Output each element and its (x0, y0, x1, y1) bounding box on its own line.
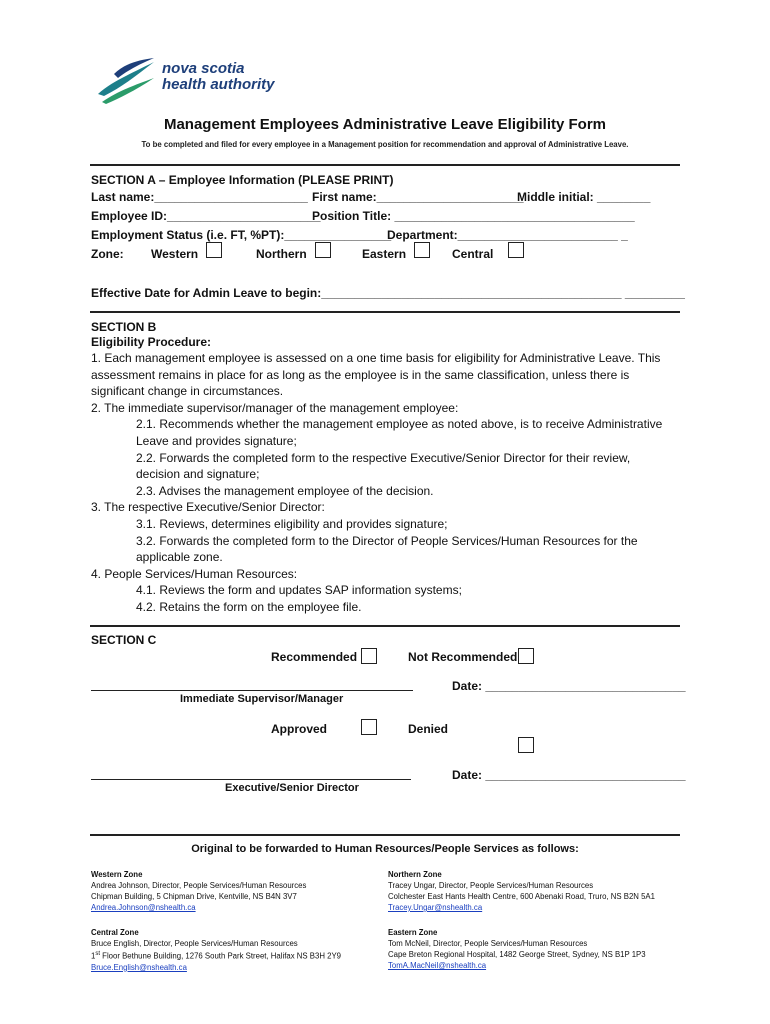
director-date-field[interactable]: Date: ______________________________ (452, 768, 686, 782)
middle-initial-field[interactable]: Middle initial: ________ (517, 190, 651, 204)
contact-name: Tracey Ungar, Director, People Services/Human Resources (388, 881, 594, 890)
section-c-heading: SECTION C (91, 633, 157, 647)
zone-name: Eastern Zone (388, 928, 438, 937)
supervisor-label: Immediate Supervisor/Manager (180, 693, 344, 705)
northern-zone-contact (388, 869, 688, 913)
zone-central-checkbox[interactable] (508, 242, 524, 258)
procedure-list (91, 350, 691, 616)
form-subtitle: To be completed and filed for every employee in a Management position for recommendation and approval of Administrative Leave. (141, 140, 629, 149)
procedure-line: 3.1. Reviews, determines eligibility and provides signature; (136, 516, 448, 531)
eastern-zone-contact (388, 927, 688, 971)
supervisor-date-field[interactable]: Date: ______________________________ (452, 679, 686, 693)
section-a-heading: SECTION A – Employee Information (PLEASE PRINT) (91, 173, 394, 187)
zone-western-label: Western (151, 247, 199, 261)
contact-address: 1st Floor Bethune Building, 1276 South Park Street, Halifax NS B3H 2Y9 (91, 951, 341, 961)
zone-northern-checkbox[interactable] (315, 242, 331, 258)
director-label: Executive/Senior Director (225, 782, 359, 794)
procedure-line: 2.1. Recommends whether the management employee as noted above, is to receive Administrative (136, 417, 663, 432)
department-field[interactable]: Department:________________________ _ (387, 228, 628, 242)
zone-name: Northern Zone (388, 870, 442, 879)
contact-email-link[interactable]: Andrea.Johnson@nshealth.ca (91, 903, 196, 912)
procedure-line: 1. Each management employee is assessed on a one time basis for eligibility for Administrative Leave. This (91, 351, 661, 365)
not-recommended-checkbox[interactable] (518, 648, 534, 664)
denied-label: Denied (408, 722, 449, 736)
central-zone-contact (91, 927, 381, 973)
nsha-logo (96, 56, 286, 108)
contact-email-link[interactable]: TomA.MacNeil@nshealth.ca (388, 961, 487, 970)
zone-eastern-label: Eastern (362, 247, 407, 261)
contact-email-link[interactable]: Bruce.English@nshealth.ca (91, 962, 187, 972)
section-b-heading: SECTION B (91, 320, 157, 334)
divider-section-c (90, 625, 680, 627)
logo-text-line1: nova scotia (162, 60, 245, 77)
zone-eastern-checkbox[interactable] (414, 242, 430, 258)
procedure-line: 2.3. Advises the management employee of the decision. (136, 483, 434, 498)
eligibility-procedure-heading: Eligibility Procedure: (91, 335, 212, 349)
contact-name: Bruce English, Director, People Services/Human Resources (91, 939, 298, 948)
procedure-line: assessment remains in place for as long as the employee is in the same classification, unless there is (91, 367, 630, 382)
procedure-line: 2.2. Forwards the completed form to the respective Executive/Senior Director for their review, (136, 450, 631, 465)
form-title: Management Employees Administrative Leave Eligibility Form (163, 116, 607, 133)
recommended-label: Recommended (271, 650, 358, 664)
procedure-line: applicable zone. (136, 550, 223, 565)
logo-wave-icon (96, 56, 156, 106)
procedure-line: 2. The immediate supervisor/manager of the management employee: (91, 400, 459, 415)
contact-name: Tom McNeil, Director, People Services/Human Resources (388, 939, 588, 948)
contact-address: Cape Breton Regional Hospital, 1482 George Street, Sydney, NS B1P 1P3 (388, 950, 646, 959)
contact-email-link[interactable]: Tracey.Ungar@nshealth.ca (388, 903, 483, 912)
not-recommended-label: Not Recommended (408, 650, 518, 664)
procedure-line: 4. People Services/Human Resources: (91, 566, 298, 581)
procedure-line: 4.1. Reviews the form and updates SAP information systems; (136, 583, 462, 598)
zone-name: Western Zone (91, 870, 143, 879)
contact-address: Chipman Building, 5 Chipman Drive, Kentville, NS B4N 3V7 (91, 892, 297, 901)
procedure-line: 4.2. Retains the form on the employee file. (136, 599, 362, 614)
zone-western-checkbox[interactable] (206, 242, 222, 258)
footer-heading: Original to be forwarded to Human Resources/People Services as follows: (191, 843, 579, 855)
divider-top (90, 164, 680, 166)
procedure-line: significant change in circumstances. (91, 384, 284, 399)
supervisor-signature-line[interactable] (91, 690, 413, 691)
zone-northern-label: Northern (256, 247, 307, 261)
procedure-line: 3. The respective Executive/Senior Director: (91, 500, 325, 515)
zone-name: Central Zone (91, 928, 139, 937)
recommended-checkbox[interactable] (361, 648, 377, 664)
employee-id-field[interactable]: Employee ID:_______________________ (91, 209, 321, 223)
last-name-field[interactable]: Last name:_______________________ (91, 190, 308, 204)
approved-label: Approved (271, 722, 328, 736)
effective-date-field[interactable]: Effective Date for Admin Leave to begin:_____________________________________________ _________ (91, 286, 685, 300)
position-title-field[interactable]: Position Title: ____________________________________ (312, 209, 635, 223)
first-name-field[interactable]: First name:______________________ (312, 190, 524, 204)
divider-section-b (90, 311, 680, 313)
director-signature-line[interactable] (91, 779, 411, 780)
employment-status-field[interactable]: Employment Status (i.e. FT, %PT):________________ (91, 228, 392, 242)
contact-name: Andrea Johnson, Director, People Services/Human Resources (91, 881, 307, 890)
zone-label: Zone: (91, 247, 124, 261)
denied-checkbox[interactable] (518, 737, 534, 753)
zone-central-label: Central (452, 247, 494, 261)
procedure-line: decision and signature; (136, 467, 260, 482)
divider-footer (90, 834, 680, 836)
procedure-line: Leave and provides signature; (136, 433, 297, 448)
procedure-line: 3.2. Forwards the completed form to the Director of People Services/Human Resources for the (136, 533, 638, 548)
contact-address: Colchester East Hants Health Centre, 600 Abenaki Road, Truro, NS B2N 5A1 (388, 892, 655, 901)
logo-text-line2: health authority (162, 76, 275, 93)
western-zone-contact (91, 869, 381, 913)
approved-checkbox[interactable] (361, 719, 377, 735)
